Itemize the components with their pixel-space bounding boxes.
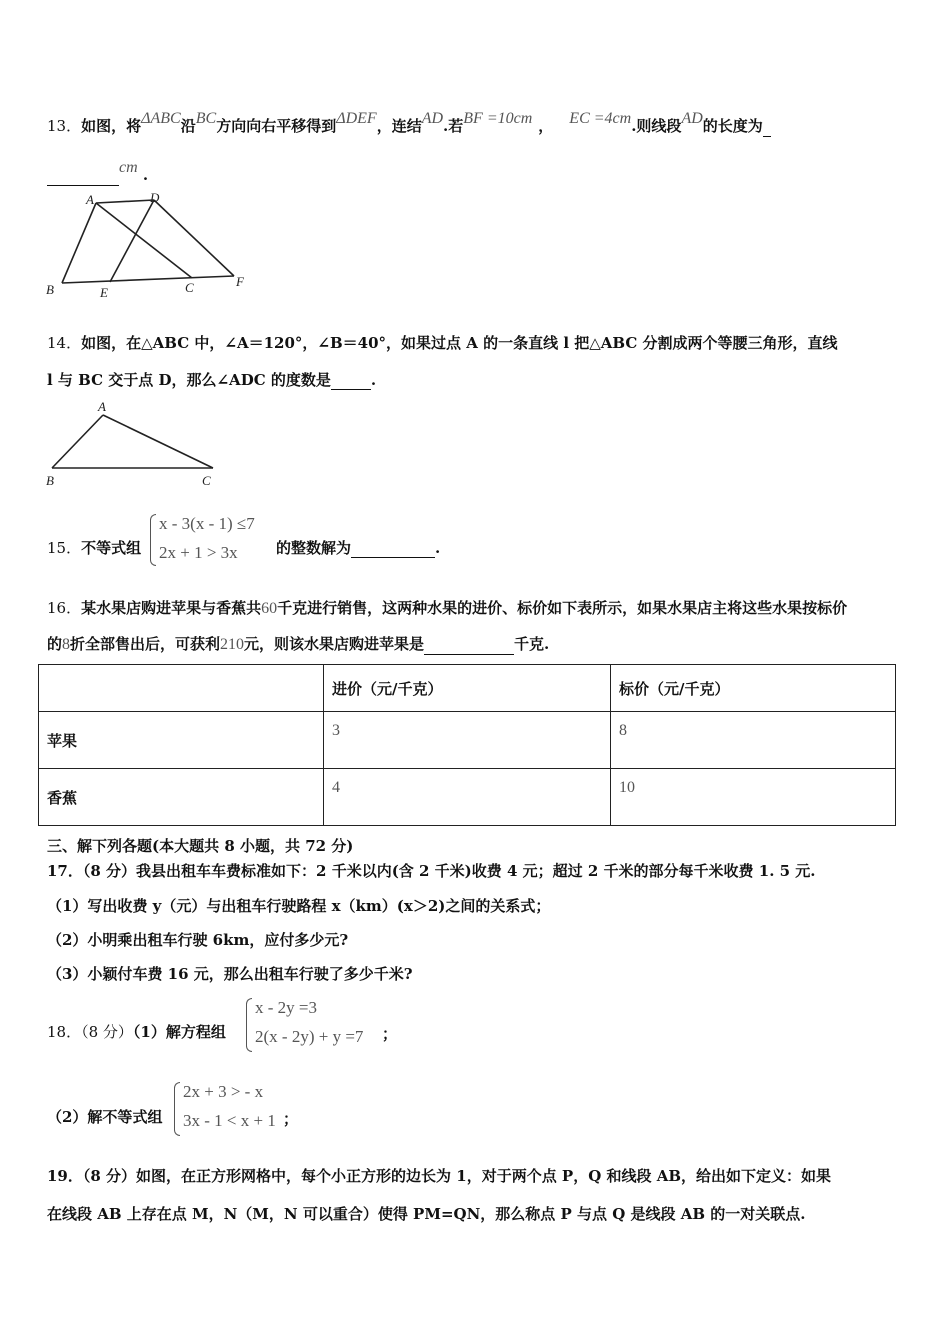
q15-tail: 的整数解为 . <box>276 539 441 557</box>
answer-blank <box>351 541 435 558</box>
label-c: C <box>202 473 211 488</box>
label-a: A <box>86 192 94 207</box>
q15-line: 15．不等式组 <box>47 539 142 557</box>
table-header-cell: 进价（元/千克） <box>324 665 611 712</box>
q19-line2: 在线段 AB 上存在点 M，N（M，N 可以重合）使得 PM=QN，那么称点 P 与点 Q 是线段 AB 的一对关联点. <box>47 1205 806 1223</box>
inequality-2: 3x - 1 < x + 1 <box>183 1111 276 1130</box>
label-b: B <box>46 473 54 488</box>
q14-figure <box>40 397 230 489</box>
math-triangle-abc: ΔABC <box>141 110 181 127</box>
q18-part1: 18．（8 分）（1）解方程组 <box>47 1023 226 1041</box>
q16-line2: 的8折全部售出后，可获利210元，则该水果店购进苹果是 千克. <box>47 635 550 653</box>
math-bf: BF =10cm <box>463 110 533 127</box>
q14-line2: l 与 BC 交于点 D，那么∠ADC 的度数是 . <box>47 371 377 389</box>
label-f: F <box>236 274 244 289</box>
q18-part2: （2）解不等式组 <box>47 1108 163 1126</box>
system-brace <box>150 514 156 566</box>
answer-blank <box>424 638 514 655</box>
table-cell-price: 8 <box>611 712 896 769</box>
answer-blank-start <box>763 120 771 137</box>
table-row <box>39 712 896 769</box>
label-b: B <box>46 282 54 297</box>
inequality-1: x - 3(x - 1) ≤7 <box>159 514 255 533</box>
q16-line1: 16．某水果店购进苹果与香蕉共60千克进行销售，这两种水果的进价、标价如下表所示，如果水果店主将这些水果按标价 <box>47 599 848 617</box>
semicolon: ； <box>283 1110 299 1128</box>
q13-figure <box>40 190 255 302</box>
math-ec: EC =4cm <box>569 110 632 127</box>
q13-line1: 13．如图，将ΔABC沿BC方向向右平移得到ΔDEF，连结AD.若BF =10cm ， EC =4cm.则线段AD的长度为 <box>47 116 771 137</box>
system-brace <box>174 1082 180 1136</box>
table-header-cell: 标价（元/千克） <box>611 665 896 712</box>
system-brace <box>246 998 252 1052</box>
label-d: D <box>150 190 160 205</box>
equation-2: 2(x - 2y) + y =7 <box>255 1027 364 1046</box>
q17-head: 17．（8 分）我县出租车车费标准如下：2 千米以内(含 2 千米)收费 4 元；超过 2 千米的部分每千米收费 1. 5 元. <box>47 862 816 880</box>
math-bc: BC <box>195 110 217 127</box>
math-ad: AD <box>421 110 444 127</box>
inequality-2: 2x + 1 > 3x <box>159 543 238 562</box>
label-e: E <box>100 285 108 300</box>
label-a: A <box>98 399 106 414</box>
q13-line2: cm . <box>47 165 148 186</box>
equation-1: x - 2y =3 <box>255 998 317 1017</box>
table-row <box>39 769 896 826</box>
math-triangle-def: ΔDEF <box>336 110 377 127</box>
table-header-cell <box>39 665 324 712</box>
inequality-1: 2x + 3 > - x <box>183 1082 264 1101</box>
q17-part1: （1）写出收费 y（元）与出租车行驶路程 x（km）(x＞2)之间的关系式； <box>47 897 551 915</box>
q19-line1: 19．（8 分）如图，在正方形网格中，每个小正方形的边长为 1，对于两个点 P，Q 和线段 AB，给出如下定义：如果 <box>47 1167 832 1185</box>
q17-part3: （3）小颖付车费 16 元，那么出租车行驶了多少千米? <box>47 965 413 983</box>
answer-blank <box>47 169 119 186</box>
math-ad-2: AD <box>681 110 703 127</box>
label-c: C <box>185 280 194 295</box>
semicolon: ； <box>382 1025 398 1043</box>
section-heading: 三、解下列各题(本大题共 8 小题，共 72 分) <box>47 837 354 855</box>
unit-cm: cm <box>119 159 138 176</box>
table-cell-name: 苹果 <box>39 712 324 769</box>
table-cell-cost: 4 <box>324 769 611 826</box>
table-cell-price: 10 <box>611 769 896 826</box>
table-cell-cost: 3 <box>324 712 611 769</box>
price-table <box>38 664 896 826</box>
table-cell-name: 香蕉 <box>39 769 324 826</box>
q14-line1: 14．如图，在△ABC 中，∠A＝120°，∠B＝40°，如果过点 A 的一条直线 l 把△ABC 分割成两个等腰三角形，直线 <box>47 334 838 352</box>
q17-part2: （2）小明乘出租车行驶 6km，应付多少元? <box>47 931 349 949</box>
answer-blank <box>331 373 371 390</box>
table-header-row <box>39 665 896 712</box>
